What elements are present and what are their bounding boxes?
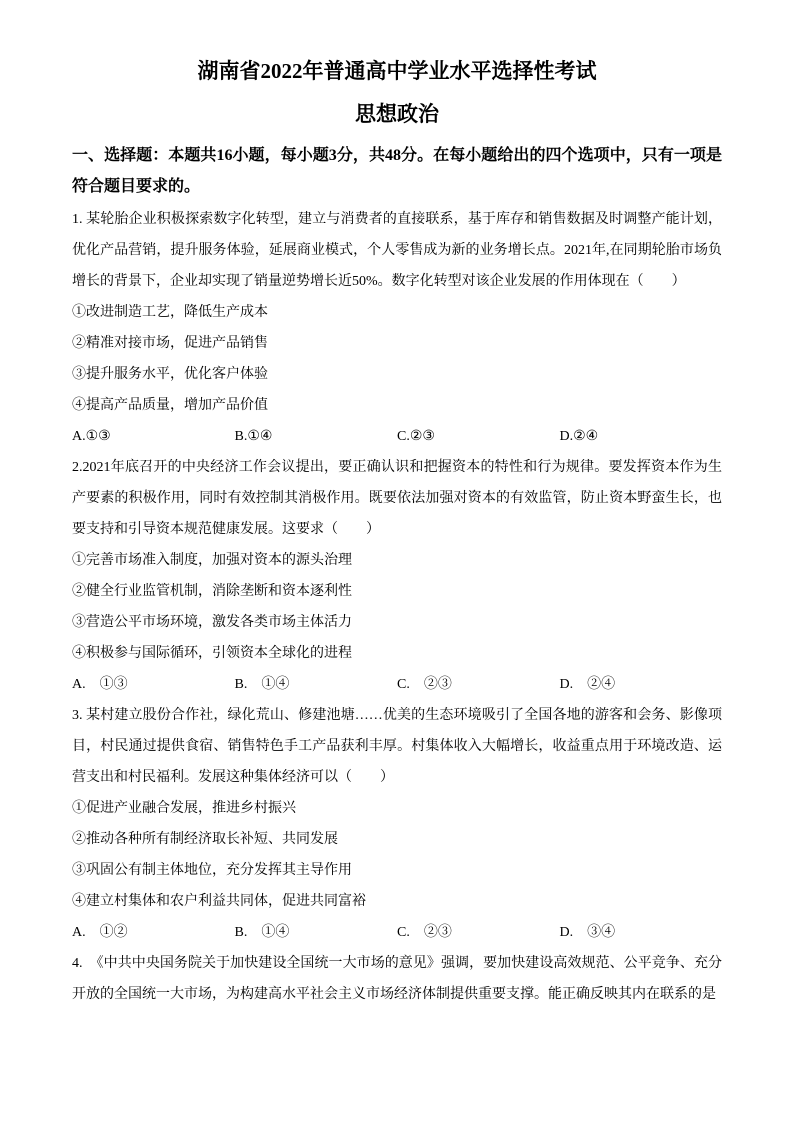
question-4-stem: 4. 《中共中央国务院关于加快建设全国统一大市场的意见》强调，要加快建设高效规范、公平竞争、充分开放的全国统一大市场，为构建高水平社会主义市场经济体制提供重要支撑。能正确反映其内在联系的是 (72, 956, 722, 1002)
question-1-item-4: ④提高产品质量，增加产品价值 (72, 398, 268, 413)
question-3-choice-c: C. ②③ (397, 925, 452, 940)
question-4 (72, 948, 722, 1010)
question-3-choices (72, 917, 722, 948)
question-2-choice-b: B. ①④ (234, 677, 290, 692)
question-3-choice-b: B. ①④ (234, 925, 290, 940)
question-1-choice-c: C.②③ (397, 429, 435, 444)
question-1-choice-b: B.①④ (234, 429, 273, 444)
exam-title: 湖南省2022年普通高中学业水平选择性考试 (197, 59, 597, 83)
question-2-item-2: ②健全行业监管机制，消除垄断和资本逐利性 (72, 584, 352, 599)
question-3 (72, 700, 722, 948)
question-2-choice-d: D. ②④ (559, 677, 616, 692)
question-3-item-2: ②推动各种所有制经济取长补短、共同发展 (72, 832, 338, 847)
question-3-item-1: ①促进产业融合发展，推进乡村振兴 (72, 801, 296, 816)
question-2-item-1: ①完善市场准入制度，加强对资本的源头治理 (72, 553, 352, 568)
question-3-item-3: ③巩固公有制主体地位，充分发挥其主导作用 (72, 863, 352, 878)
question-1 (72, 204, 722, 452)
question-2-choice-c: C. ②③ (397, 677, 452, 692)
exam-subject: 思想政治 (355, 102, 439, 126)
question-3-choice-a: A. ①② (72, 925, 128, 940)
question-1-item-2: ②精准对接市场，促进产品销售 (72, 336, 268, 351)
question-2-choices (72, 669, 722, 700)
question-2-item-4: ④积极参与国际循环，引领资本全球化的进程 (72, 646, 352, 661)
question-2-stem: 2.2021年底召开的中央经济工作会议提出，要正确认识和把握资本的特性和行为规律。要发挥资本作为生产要素的积极作用，同时有效控制其消极作用。既要依法加强对资本的有效监管，防止资本野蛮生长，也要支持和引导资本规范健康发展。这要求（ ） (72, 460, 722, 537)
question-1-choices (72, 421, 722, 452)
question-2 (72, 452, 722, 700)
question-1-stem: 1. 某轮胎企业积极探索数字化转型，建立与消费者的直接联系，基于库存和销售数据及时调整产能计划，优化产品营销，提升服务体验，延展商业模式，个人零售成为新的业务增长点。2021年,在同期轮胎市场负增长的背景下，企业却实现了销量逆势增长近50%。数字化转型对该企业发展的作用体现在（ ） (72, 212, 722, 289)
question-1-item-3: ③提升服务水平，优化客户体验 (72, 367, 268, 382)
section-instructions: 一、选择题：本题共16小题，每小题3分，共48分。在每小题给出的四个选项中，只有一项是符合题目要求的。 (72, 147, 722, 195)
question-1-item-1: ①改进制造工艺，降低生产成本 (72, 305, 268, 320)
question-3-item-4: ④建立村集体和农户利益共同体，促进共同富裕 (72, 894, 366, 909)
question-1-choice-d: D.②④ (559, 429, 599, 444)
question-3-stem: 3. 某村建立股份合作社，绿化荒山、修建池塘……优美的生态环境吸引了全国各地的游客和会务、影像项目，村民通过提供食宿、销售特色手工产品获利丰厚。村集体收入大幅增长，收益重点用于环境改造、运营支出和村民福利。发展这种集体经济可以（ ） (72, 708, 722, 785)
question-3-choice-d: D. ③④ (559, 925, 616, 940)
question-1-choice-a: A.①③ (72, 429, 111, 444)
question-2-item-3: ③营造公平市场环境，激发各类市场主体活力 (72, 615, 352, 630)
question-2-choice-a: A. ①③ (72, 677, 128, 692)
